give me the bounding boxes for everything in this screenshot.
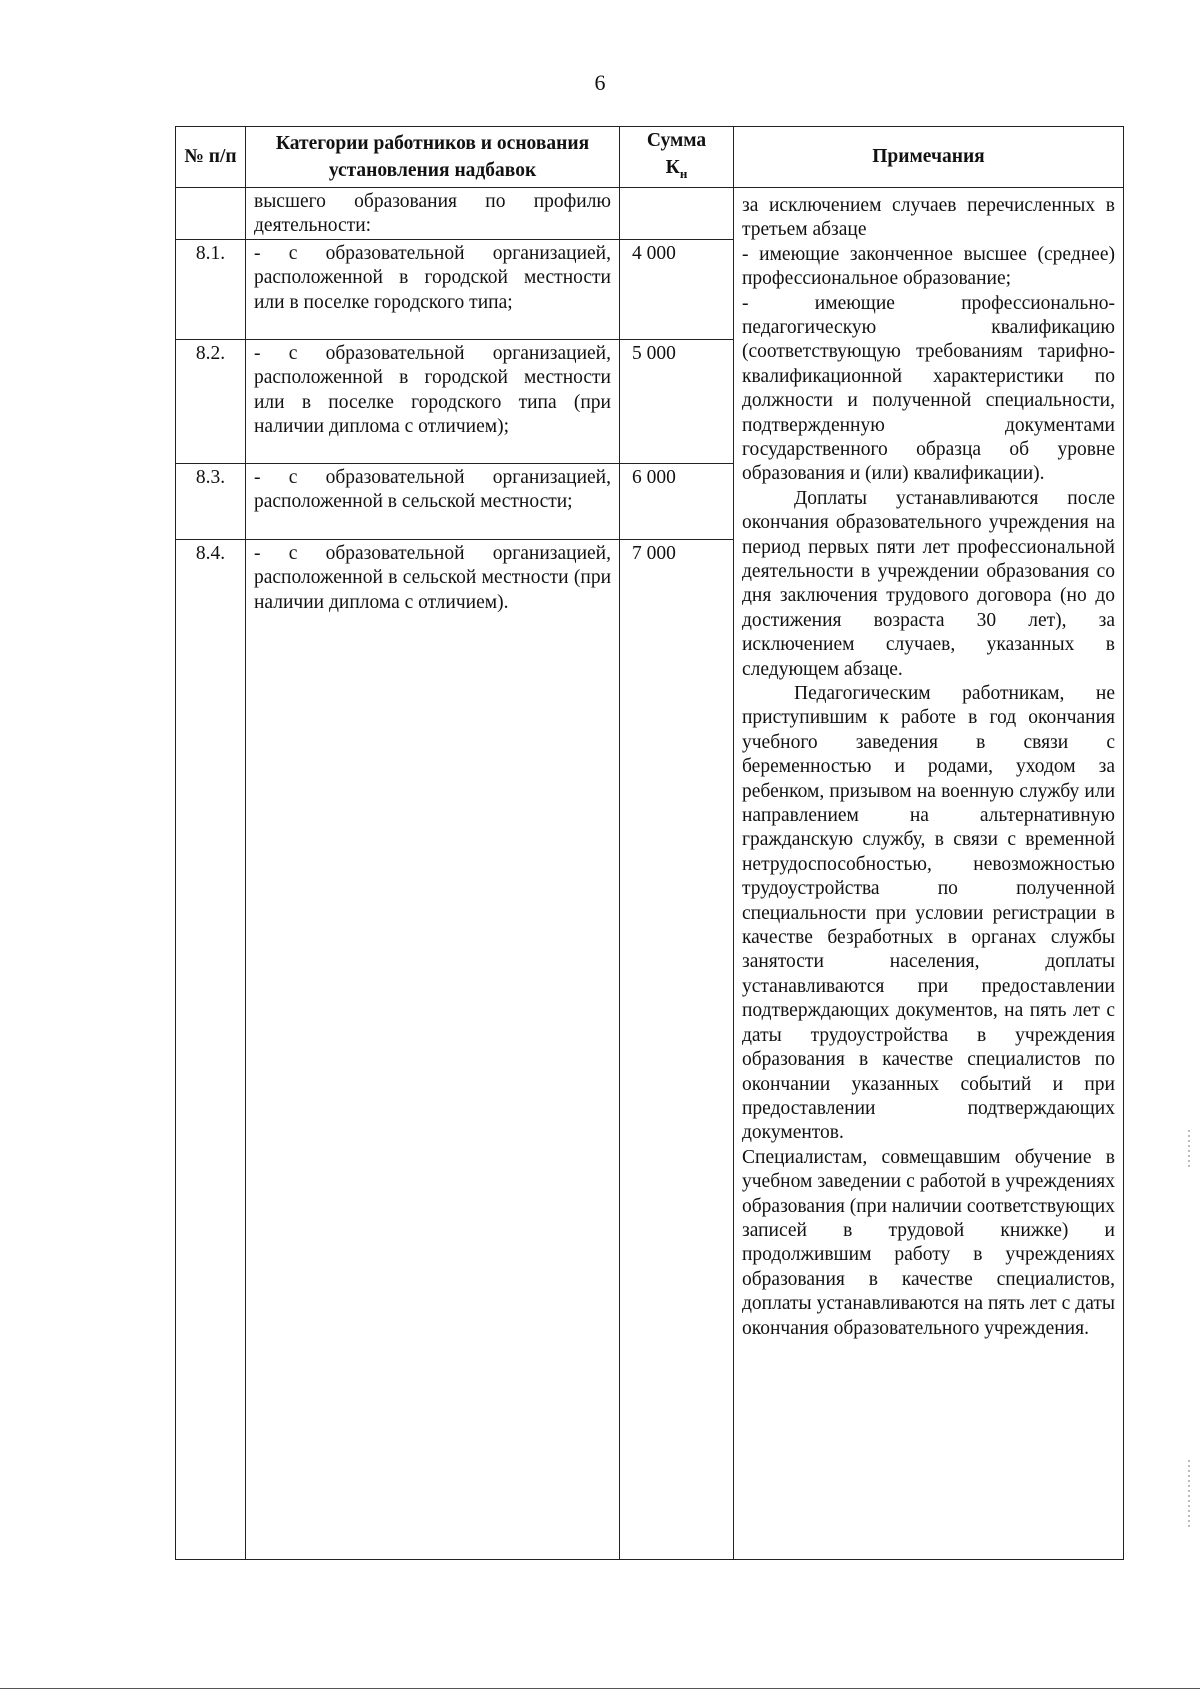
page-number: 6 bbox=[594, 70, 606, 95]
row-num: 8.3. bbox=[176, 463, 246, 539]
header-notes: Примечания bbox=[734, 127, 1124, 188]
header-sum-k: К bbox=[665, 157, 680, 178]
page-bottom-rule bbox=[0, 1688, 1200, 1689]
note-paragraph: - имеющие законченное высшее (среднее) профессиональное образование; bbox=[742, 243, 1115, 290]
row-num: 8.2. bbox=[176, 339, 246, 463]
note-paragraph: за исключением случаев перечисленных в третьем абзаце bbox=[742, 194, 1115, 241]
cont-num-cell bbox=[176, 187, 246, 239]
row-category: - с образовательной организацией, расположенной в городской местности или в поселке городского типа; bbox=[246, 239, 620, 339]
note-paragraph: Педагогическим работникам, не приступившим к работе в год окончания учебного заведения в связи с беременностью и родами, уходом за ребенком, призывом на военную службу или направлением на альтернативную гражданскую службу, в связи с временной нетрудоспособностью, невозможностью трудоустройства по полученной специальности при условии регистрации в качестве безработных в органах службы занятости населения, доплаты устанавливаются при предоставлении подтверждающих документов, на пять лет с даты трудоустройства в учреждения образования в качестве специалистов по окончании указанных событий и при предоставлении подтверждающих документов. bbox=[742, 683, 1115, 1144]
allowance-table bbox=[175, 126, 1124, 1560]
table-header-row bbox=[176, 127, 1124, 188]
scan-artifact bbox=[1188, 1130, 1190, 1170]
row-category: - с образовательной организацией, расположенной в сельской местности; bbox=[246, 463, 620, 539]
row-sum: 5 000 bbox=[620, 339, 734, 463]
header-sum bbox=[620, 127, 734, 188]
cont-category-cell: высшего образования по профилю деятельности: bbox=[246, 187, 620, 239]
row-num: 8.1. bbox=[176, 239, 246, 339]
header-category: Категории работников и основания установления надбавок bbox=[246, 127, 620, 188]
row-sum: 4 000 bbox=[620, 239, 734, 339]
row-sum: 7 000 bbox=[620, 539, 734, 1559]
note-paragraph: Специалистам, совмещавшим обучение в учебном заведении с работой в учреждениях образования (при наличии соответствующих записей в трудовой книжке) и продолжившим работу в учреждениях образования в качестве специалистов, доплаты устанавливаются на пять лет с даты окончания образовательного учреждения. bbox=[742, 1146, 1115, 1339]
row-category: - с образовательной организацией, расположенной в сельской местности (при наличии диплома с отличием). bbox=[246, 539, 620, 1559]
header-num: № п/п bbox=[176, 127, 246, 188]
row-num: 8.4. bbox=[176, 539, 246, 1559]
row-sum: 6 000 bbox=[620, 463, 734, 539]
notes-cell bbox=[734, 187, 1124, 1559]
row-category: - с образовательной организацией, расположенной в городской местности или в поселке городского типа (при наличии диплома с отличием); bbox=[246, 339, 620, 463]
table-row-continuation bbox=[176, 187, 1124, 239]
header-sum-label: Сумма bbox=[646, 130, 707, 151]
note-paragraph: Доплаты устанавливаются после окончания образовательного учреждения на период первых пяти лет профессиональной деятельности в учреждении образования со дня заключения трудового договора (но до достижения возраста 30 лет), за исключением случаев, указанных в следующем абзаце. bbox=[742, 487, 1115, 680]
note-paragraph: - имеющие профессионально-педагогическую квалификацию (соответствующую требованиям тарифно-квалификационной характеристики по должности и полученной специальности, подтвержденную документами государственного образца об уровне образования и (или) квалификации). bbox=[742, 292, 1115, 485]
scan-artifact bbox=[1188, 1460, 1190, 1530]
cont-sum-cell bbox=[620, 187, 734, 239]
header-sum-subscript: н bbox=[679, 165, 688, 181]
